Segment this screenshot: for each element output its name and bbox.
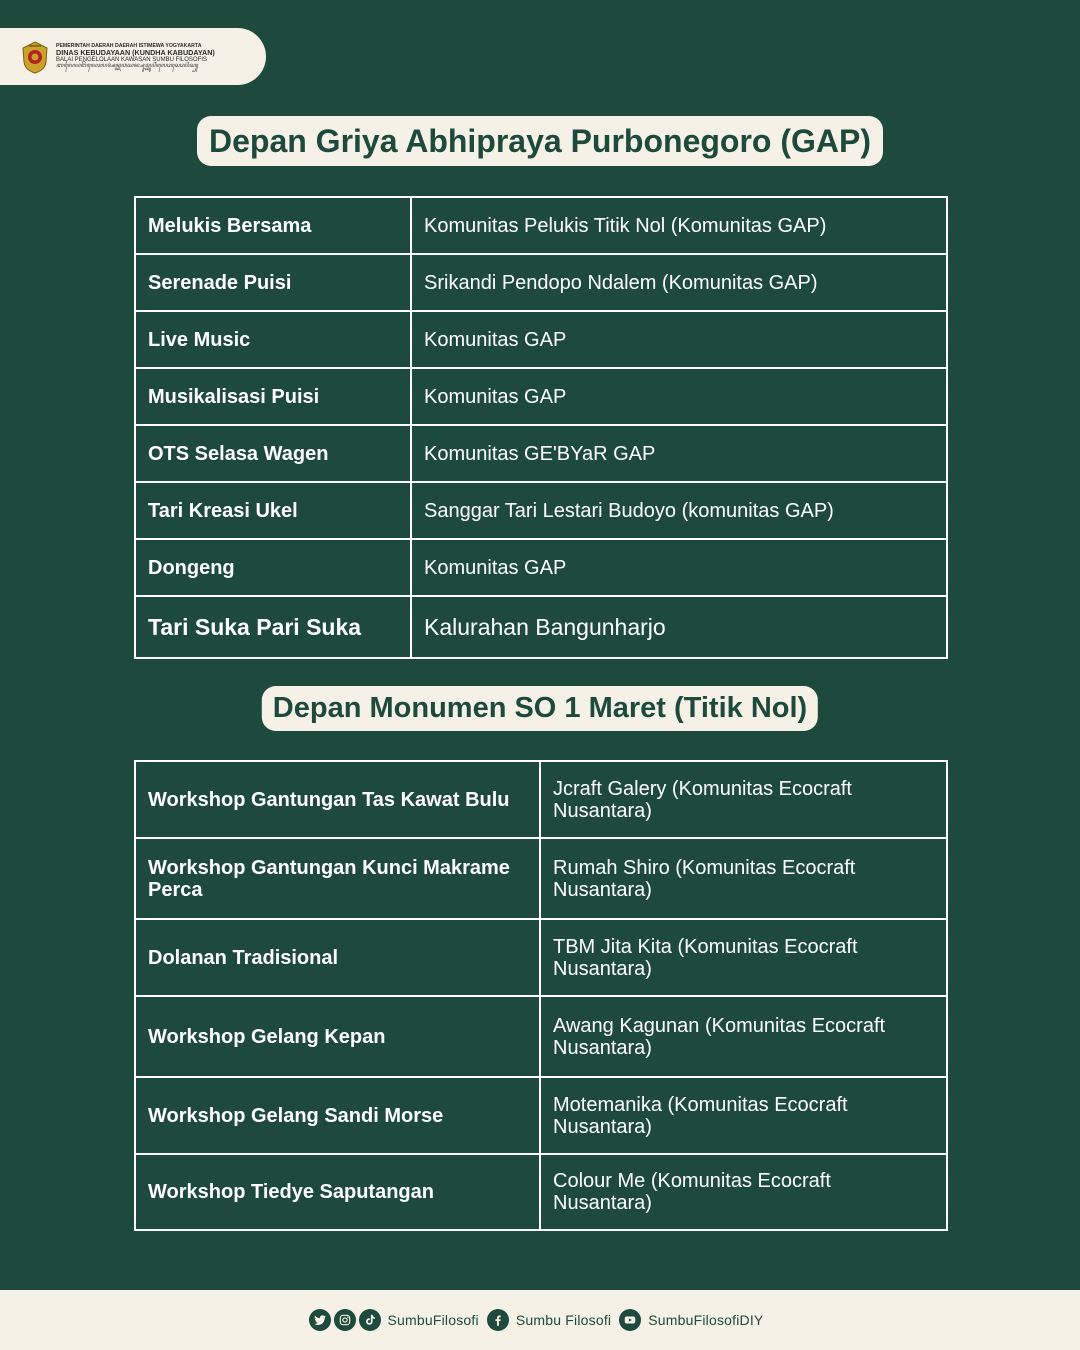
- activity-cell: Workshop Tiedye Saputangan: [135, 1154, 540, 1230]
- social-handle-label: SumbuFilosofiDIY: [648, 1312, 764, 1328]
- facebook-icon[interactable]: [487, 1309, 509, 1331]
- schedule-table-titik-nol: [134, 760, 948, 1231]
- table-row: [135, 254, 947, 311]
- activity-cell: Tari Suka Pari Suka: [135, 596, 411, 658]
- activity-cell: Workshop Gelang Sandi Morse: [135, 1077, 540, 1154]
- activity-cell: Workshop Gantungan Tas Kawat Bulu: [135, 761, 540, 838]
- performer-cell: Komunitas GAP: [411, 368, 947, 425]
- logo-line-2: DINAS KEBUDAYAAN (KUNDHA KABUDAYAN): [56, 48, 215, 58]
- table-row: [135, 996, 947, 1077]
- table-row: [135, 539, 947, 596]
- dinas-kebudayaan-emblem-icon: [20, 40, 50, 74]
- logo-text: [56, 44, 215, 70]
- activity-cell: Musikalisasi Puisi: [135, 368, 411, 425]
- performer-cell: Komunitas Pelukis Titik Nol (Komunitas GAP): [411, 197, 947, 254]
- instagram-icon[interactable]: [334, 1309, 356, 1331]
- performer-cell: Kalurahan Bangunharjo: [411, 596, 947, 658]
- section-title-titik-nol: Depan Monumen SO 1 Maret (Titik Nol): [262, 686, 818, 731]
- youtube-icon[interactable]: [619, 1309, 641, 1331]
- logo-line-1: PEMERINTAH DAERAH DAERAH ISTIMEWA YOGYAKARTA: [56, 42, 202, 49]
- social-handle-label: SumbuFilosofi: [387, 1312, 479, 1328]
- performer-cell: Jcraft Galery (Komunitas Ecocraft Nusantara): [540, 761, 947, 838]
- table-row: [135, 1154, 947, 1230]
- activity-cell: Workshop Gantungan Kunci Makrame Perca: [135, 838, 540, 919]
- performer-cell: Komunitas GAP: [411, 311, 947, 368]
- footer-social-bar: [0, 1290, 1080, 1350]
- table-row: [135, 368, 947, 425]
- table-row: [135, 919, 947, 996]
- table-row: [135, 838, 947, 919]
- performer-cell: Srikandi Pendopo Ndalem (Komunitas GAP): [411, 254, 947, 311]
- table-row: [135, 1077, 947, 1154]
- table-row: [135, 311, 947, 368]
- table-row: [135, 197, 947, 254]
- activity-cell: Dongeng: [135, 539, 411, 596]
- section-title-gap: Depan Griya Abhipraya Purbonegoro (GAP): [197, 116, 883, 166]
- performer-cell: Sanggar Tari Lestari Budoyo (komunitas GAP): [411, 482, 947, 539]
- logo-line-4-javanese: ꦧꦭꦻꦥꦔꦼꦭꦺꦴꦭꦄꦤ꧀ꦏꦮꦱꦤ꧀ꦱꦸꦩ꧀ꦧꦸꦥ꦳ꦶꦭꦺꦴꦱꦺꦴꦥ꦳ꦶꦱ꧀: [56, 63, 198, 69]
- performer-cell: Komunitas GAP: [411, 539, 947, 596]
- activity-cell: Workshop Gelang Kepan: [135, 996, 540, 1077]
- performer-cell: Rumah Shiro (Komunitas Ecocraft Nusantara): [540, 838, 947, 919]
- activity-cell: Serenade Puisi: [135, 254, 411, 311]
- performer-cell: Colour Me (Komunitas Ecocraft Nusantara): [540, 1154, 947, 1230]
- logo-line-3: BALAI PENGELOLAAN KAWASAN SUMBU FILOSOFIS: [56, 56, 207, 63]
- performer-cell: Awang Kagunan (Komunitas Ecocraft Nusantara): [540, 996, 947, 1077]
- activity-cell: Dolanan Tradisional: [135, 919, 540, 996]
- header-logo-badge: [0, 28, 266, 85]
- table-row: [135, 425, 947, 482]
- social-handle-label: Sumbu Filosofi: [515, 1312, 612, 1328]
- schedule-table-gap: [134, 196, 948, 659]
- performer-cell: TBM Jita Kita (Komunitas Ecocraft Nusantara): [540, 919, 947, 996]
- tiktok-icon[interactable]: [359, 1309, 381, 1331]
- activity-cell: OTS Selasa Wagen: [135, 425, 411, 482]
- activity-cell: Live Music: [135, 311, 411, 368]
- table-row: [135, 761, 947, 838]
- performer-cell: Komunitas GE'BYaR GAP: [411, 425, 947, 482]
- performer-cell: Motemanika (Komunitas Ecocraft Nusantara): [540, 1077, 947, 1154]
- table-row: [135, 482, 947, 539]
- twitter-icon[interactable]: [309, 1309, 331, 1331]
- table-row: [135, 596, 947, 658]
- activity-cell: Tari Kreasi Ukel: [135, 482, 411, 539]
- activity-cell: Melukis Bersama: [135, 197, 411, 254]
